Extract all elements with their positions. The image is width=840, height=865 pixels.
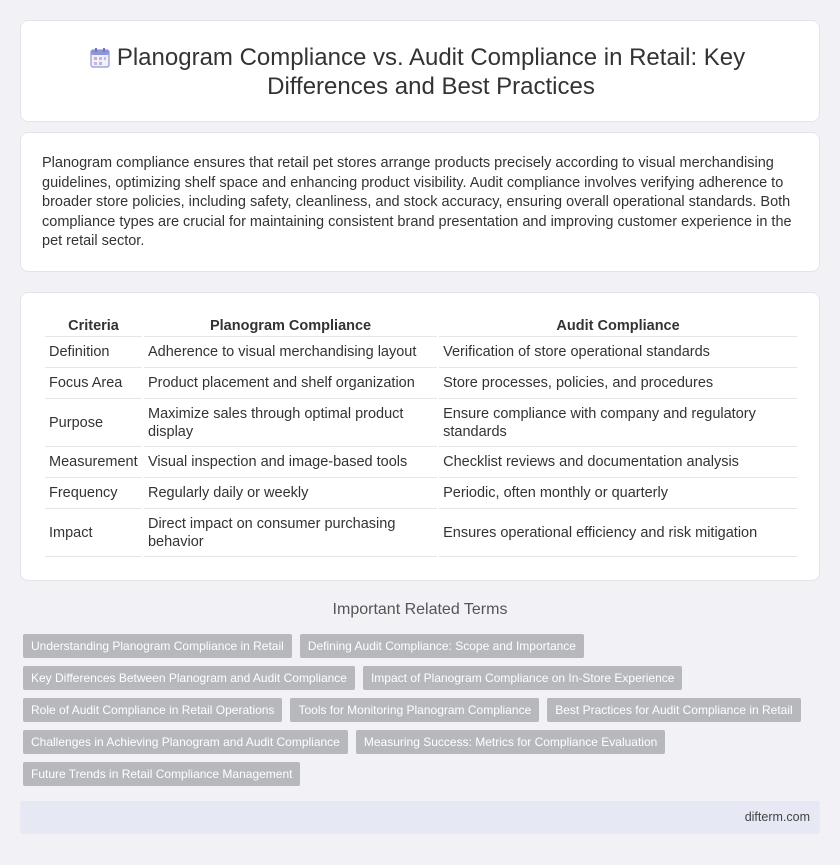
table-header-row [45, 315, 797, 337]
table-row [45, 337, 797, 368]
related-term-tag[interactable]: Future Trends in Retail Compliance Management [23, 762, 300, 786]
table-cell: Measurement [45, 447, 142, 478]
table-cell: Product placement and shelf organization [144, 368, 437, 399]
table-cell: Store processes, policies, and procedures [439, 368, 797, 399]
related-term-tag[interactable]: Challenges in Achieving Planogram and Audit Compliance [23, 730, 348, 754]
related-term-tag[interactable]: Measuring Success: Metrics for Compliance Evaluation [356, 730, 665, 754]
table-row [45, 368, 797, 399]
column-header: Criteria [45, 315, 142, 337]
related-term-tag[interactable]: Best Practices for Audit Compliance in Retail [547, 698, 800, 722]
related-term-tag[interactable]: Defining Audit Compliance: Scope and Importance [300, 634, 584, 658]
table-cell: Visual inspection and image-based tools [144, 447, 437, 478]
related-term-tag[interactable]: Key Differences Between Planogram and Audit Compliance [23, 666, 355, 690]
table-cell: Frequency [45, 478, 142, 509]
intro-paragraph: Planogram compliance ensures that retail pet stores arrange products precisely according to visual merchandising guidelines, optimizing shelf space and enhancing product visibility. Audit compliance involves verifying adherence to broader store policies, including safety, cleanliness, and stock accuracy, ensuring overall operational standards. Both compliance types are crucial for maintaining consistent brand presentation and improving customer experience in the pet retail sector. [42, 155, 792, 249]
table-cell: Adherence to visual merchandising layout [144, 337, 437, 368]
column-header: Audit Compliance [439, 315, 797, 337]
table-cell: Maximize sales through optimal product display [144, 399, 437, 447]
comparison-table-card [20, 292, 820, 581]
table-cell: Regularly daily or weekly [144, 478, 437, 509]
comparison-table [43, 315, 799, 557]
related-term-tag[interactable]: Impact of Planogram Compliance on In-Store Experience [363, 666, 683, 690]
related-terms-heading: Important Related Terms [332, 601, 508, 618]
related-term-tag[interactable]: Role of Audit Compliance in Retail Operations [23, 698, 282, 722]
table-row [45, 447, 797, 478]
table-cell: Impact [45, 509, 142, 557]
header-card [20, 20, 820, 122]
table-cell: Checklist reviews and documentation analysis [439, 447, 797, 478]
intro-card [20, 132, 820, 272]
table-row [45, 478, 797, 509]
table-row [45, 509, 797, 557]
site-link[interactable]: difterm.com [744, 810, 810, 824]
related-term-tag[interactable]: Tools for Monitoring Planogram Compliance [290, 698, 539, 722]
table-cell: Periodic, often monthly or quarterly [439, 478, 797, 509]
table-row [45, 399, 797, 447]
table-cell: Definition [45, 337, 142, 368]
table-cell: Purpose [45, 399, 142, 447]
footer [20, 801, 820, 834]
related-term-tag[interactable]: Understanding Planogram Compliance in Retail [23, 634, 292, 658]
table-cell: Direct impact on consumer purchasing behavior [144, 509, 437, 557]
related-terms-list [23, 634, 823, 794]
table-cell: Verification of store operational standards [439, 337, 797, 368]
page-title: Planogram Compliance vs. Audit Compliance in Retail: Key Differences and Best Practices [116, 44, 746, 100]
table-cell: Ensures operational efficiency and risk mitigation [439, 509, 797, 557]
column-header: Planogram Compliance [144, 315, 437, 337]
table-cell: Focus Area [45, 368, 142, 399]
table-cell: Ensure compliance with company and regulatory standards [439, 399, 797, 447]
